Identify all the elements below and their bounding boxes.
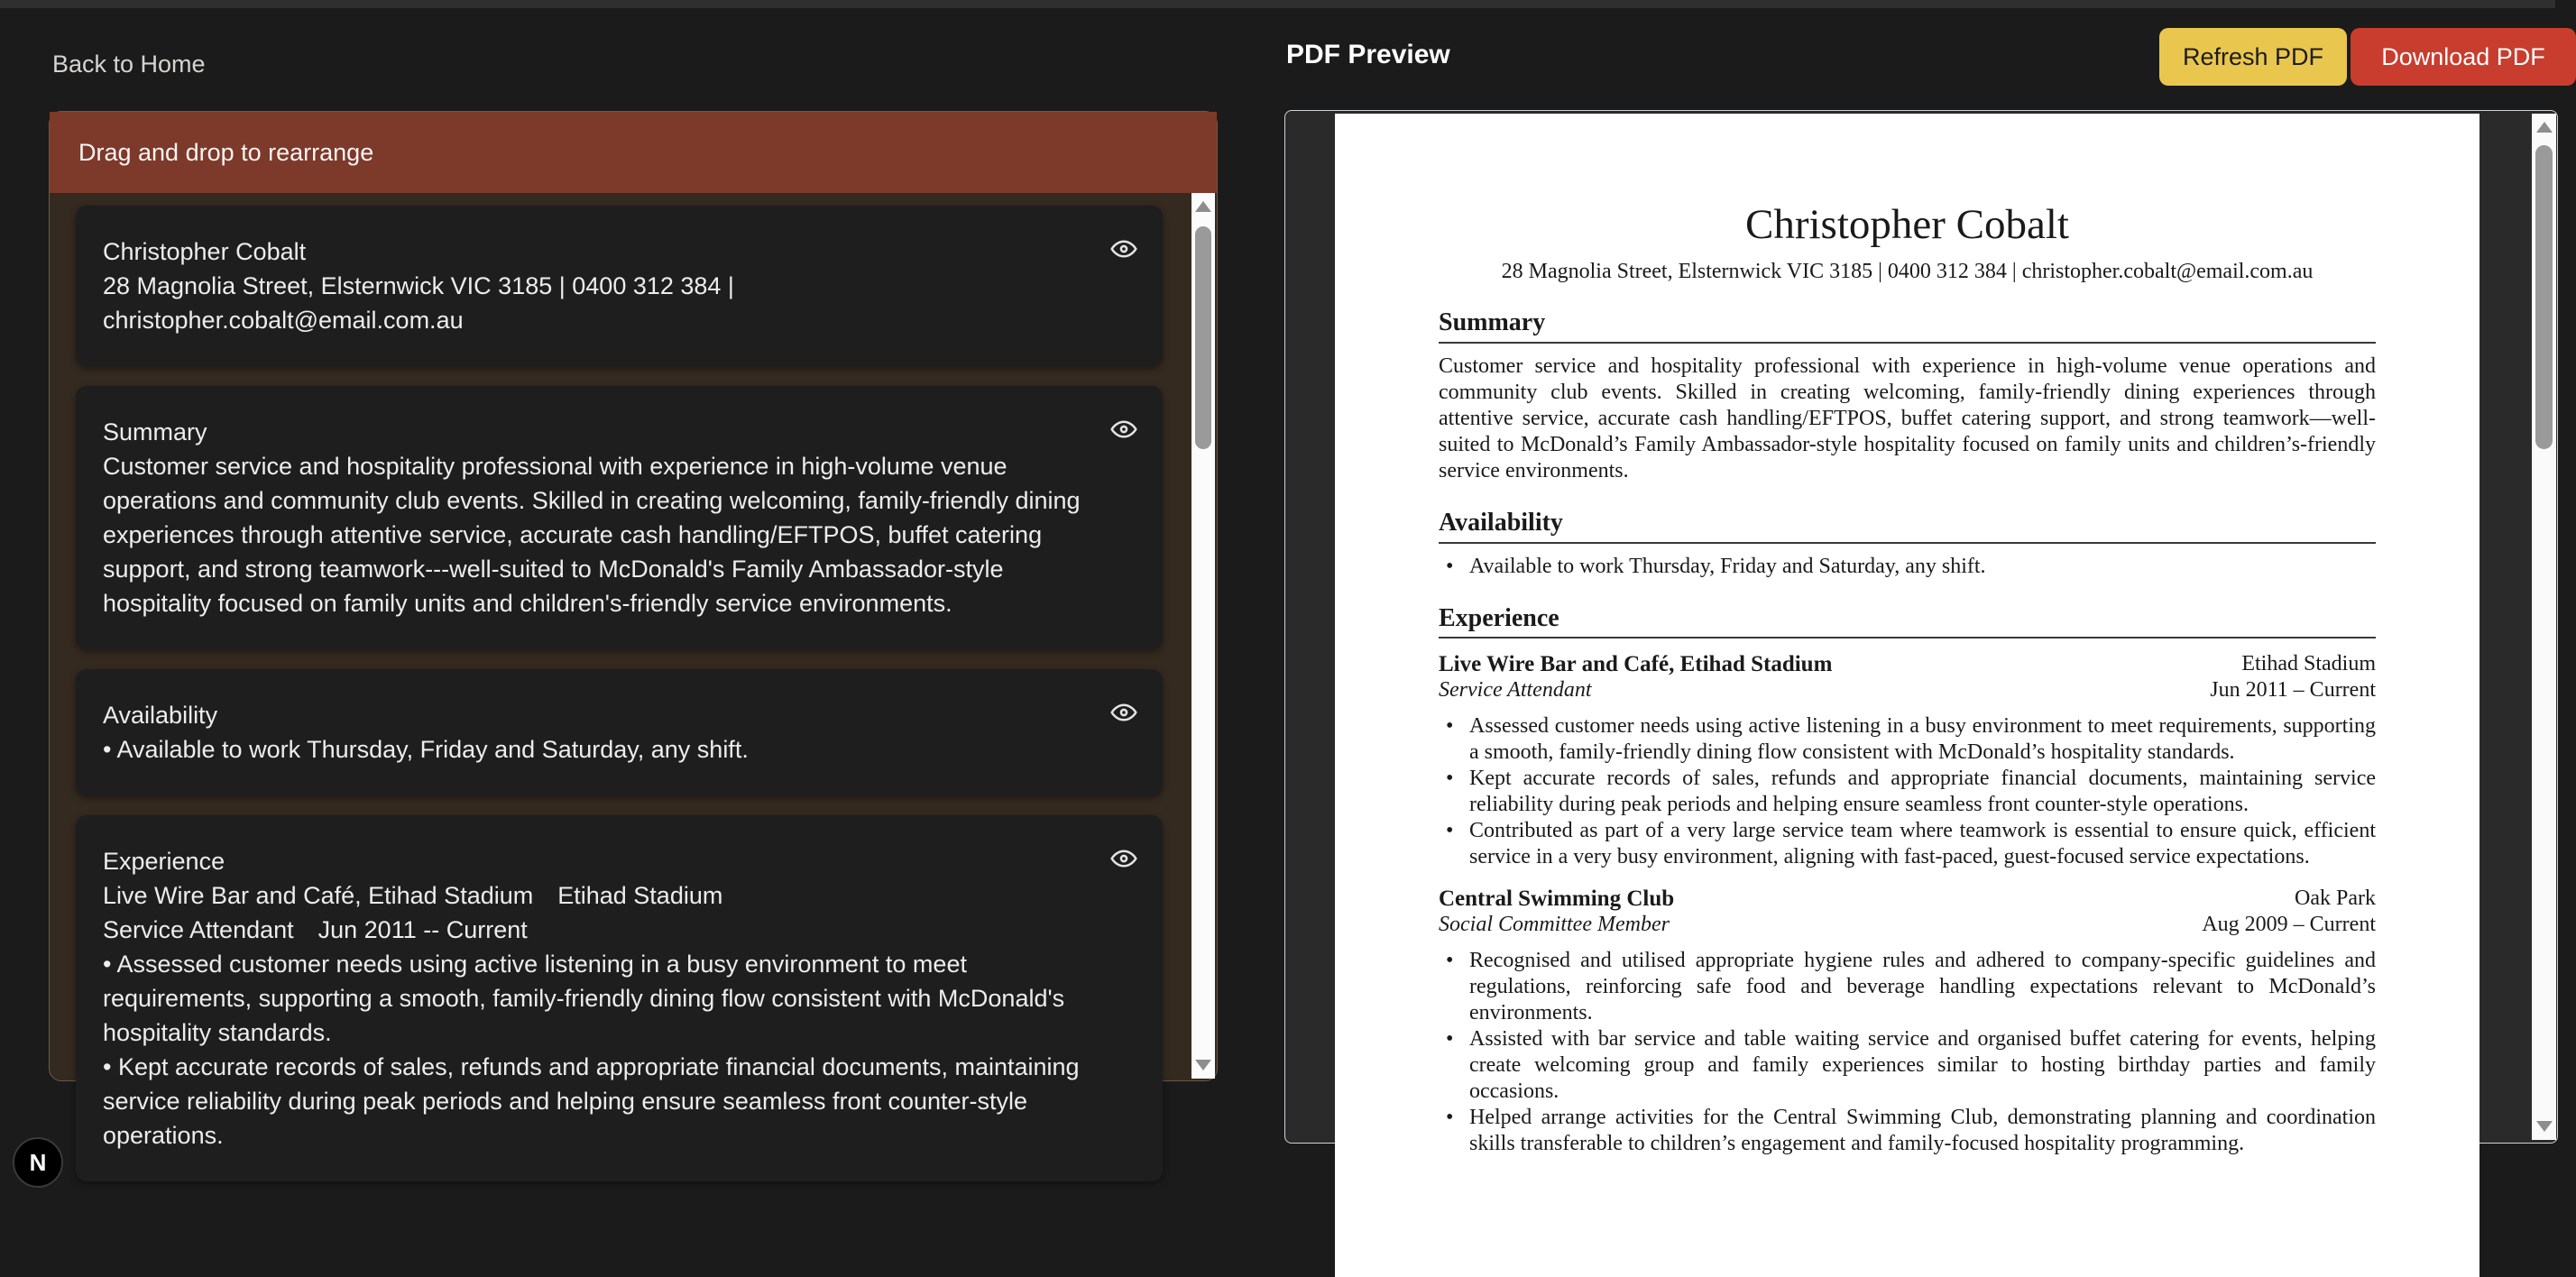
scroll-down-arrow-icon[interactable]	[2536, 1121, 2553, 1132]
pdf-preview-title: PDF Preview	[1286, 40, 1450, 69]
job-role: Service Attendant	[1439, 678, 1592, 703]
card-text: • Assessed customer needs using active listening in a busy environment to meet requirements, supporting a smooth, family-friendly dining flow consistent with McDonald's hospitality standards.	[103, 951, 1065, 1046]
card-line: 28 Magnolia Street, Elsternwick VIC 3185 | 0400 312 384 |	[103, 272, 734, 299]
card-title: Summary	[103, 418, 207, 446]
pdf-viewer	[1284, 110, 2558, 1156]
eye-icon	[1109, 844, 1138, 876]
pdf-scrollbar[interactable]	[2532, 114, 2556, 1140]
drag-drop-banner	[50, 112, 1217, 193]
card-title: Availability	[103, 702, 218, 729]
back-to-home-link[interactable]: Back to Home	[52, 51, 206, 78]
scroll-up-arrow-icon[interactable]	[2536, 122, 2553, 133]
card-list-scrollbar[interactable]	[1191, 193, 1215, 1079]
bullet-item: • Kept accurate records of sales, refunds and appropriate financial documents, maintaining service reliability during peak periods and helping ensure seamless front counter-style operations.	[1439, 766, 2376, 818]
job-role: Social Committee Member	[1439, 913, 1670, 937]
resume-section-heading: Summary	[1439, 308, 1546, 337]
job-bullets	[1439, 948, 2376, 1157]
section-card-experience[interactable]	[76, 815, 1163, 1181]
bullet-item: • Assessed customer needs using active listening in a busy environment to meet requirements, supporting a smooth, family-friendly dining flow consistent with McDonald’s hospitality standards.	[1439, 713, 2376, 766]
job-organisation: Central Swimming Club	[1439, 887, 1675, 912]
bullet-item: • Contributed as part of a very large service team where teamwork is essential to ensure quick, efficient service in a very busy environment, aligning with fast-paced, guest-focused service expectations.	[1439, 818, 2376, 870]
bullet-item: • Helped arrange activities for the Central Swimming Club, demonstrating planning and coordination skills transferable to children’s engagement and family-focused hospitality programming.	[1439, 1105, 2376, 1157]
job-dates: Jun 2011 – Current	[2210, 678, 2376, 703]
section-card-availability[interactable]	[76, 669, 1163, 795]
resume-summary-text: Customer service and hospitality professional with experience in high-volume venue operations and community club events. Skilled in creating welcoming, family-friendly dining experiences through attentive service, accurate cash handling/EFTPOS, buffet catering support, and strong teamwork—well-suited to McDonald’s Family Ambassador-style hospitality focused on family units and children’s-friendly service environments.	[1439, 354, 2376, 482]
section-rule	[1439, 637, 2376, 638]
availability-bullets	[1439, 554, 2376, 580]
toggle-visibility-button[interactable]	[1109, 698, 1139, 729]
card-text: • Kept accurate records of sales, refunds and appropriate financial documents, maintaining service reliability during peak periods and helping ensure seamless front counter-style operations.	[103, 1053, 1080, 1149]
resume-contact: 28 Magnolia Street, Elsternwick VIC 3185 | 0400 312 384 | christopher.cobalt@email.com.au	[1501, 260, 2314, 284]
window-top-edge	[0, 0, 2555, 8]
card-line: Service Attendant Jun 2011 -- Current	[103, 916, 528, 943]
card-text: • Available to work Thursday, Friday and Saturday, any shift.	[103, 736, 749, 763]
eye-icon	[1109, 698, 1138, 730]
pdf-page	[1335, 114, 2479, 1277]
resume-name: Christopher Cobalt	[1745, 201, 2069, 248]
bullet-item: • Assisted with bar service and table waiting service and organised buffet catering for events, helping create welcoming group and family experiences similar to hosting birthday parties and family occasions.	[1439, 1026, 2376, 1105]
card-line: Christopher Cobalt	[103, 238, 307, 265]
job-location: Etihad Stadium	[2241, 652, 2376, 676]
section-card-summary[interactable]	[76, 386, 1163, 649]
resume-section-heading: Experience	[1439, 603, 1559, 632]
scrollbar-thumb[interactable]	[1195, 226, 1211, 449]
refresh-pdf-button[interactable]: Refresh PDF	[2159, 28, 2347, 86]
toggle-visibility-button[interactable]	[1109, 415, 1139, 446]
card-text: Customer service and hospitality professional with experience in high-volume venue operations and community club events. Skilled in creating welcoming, family-friendly dining experiences through attentive service, accurate cash handling/EFTPOS, buffet catering support, and strong teamwork---well-suited to McDonald's Family Ambassador-style hospitality focused on family units and children's-friendly service environments.	[103, 453, 1081, 617]
scroll-down-arrow-icon[interactable]	[1195, 1060, 1211, 1070]
scrollbar-thumb[interactable]	[2535, 145, 2553, 449]
job-organisation: Live Wire Bar and Café, Etihad Stadium	[1439, 652, 1833, 677]
toggle-visibility-button[interactable]	[1109, 844, 1139, 875]
section-rule	[1439, 342, 2376, 344]
section-card-list	[76, 193, 1161, 1149]
bullet-item: • Available to work Thursday, Friday and Saturday, any shift.	[1439, 554, 2376, 580]
eye-icon	[1109, 234, 1138, 266]
section-rule	[1439, 542, 2376, 544]
scroll-up-arrow-icon[interactable]	[1195, 201, 1211, 212]
download-pdf-button[interactable]: Download PDF	[2351, 28, 2576, 86]
card-line: Live Wire Bar and Café, Etihad Stadium Etihad Stadium	[103, 882, 723, 909]
card-title: Experience	[103, 848, 225, 875]
resume-section-heading: Availability	[1439, 508, 1563, 537]
eye-icon	[1109, 415, 1138, 446]
nextjs-dev-badge[interactable]: N	[13, 1137, 63, 1188]
toggle-visibility-button[interactable]	[1109, 234, 1139, 265]
drag-drop-banner-label: Drag and drop to rearrange	[78, 138, 374, 166]
job-location: Oak Park	[2295, 887, 2376, 911]
experience-entry	[1439, 651, 2376, 870]
experience-entry	[1439, 886, 2376, 1157]
rearrange-panel	[49, 111, 1218, 1149]
job-dates: Aug 2009 – Current	[2202, 913, 2376, 937]
job-bullets	[1439, 713, 2376, 870]
section-card-contact[interactable]	[76, 206, 1163, 366]
card-line: christopher.cobalt@email.com.au	[103, 307, 464, 334]
bullet-item: • Recognised and utilised appropriate hygiene rules and adhered to company-specific guidelines and regulations, reinforcing safe food and beverage handling expectations relevant to McDonald’s environments.	[1439, 948, 2376, 1026]
